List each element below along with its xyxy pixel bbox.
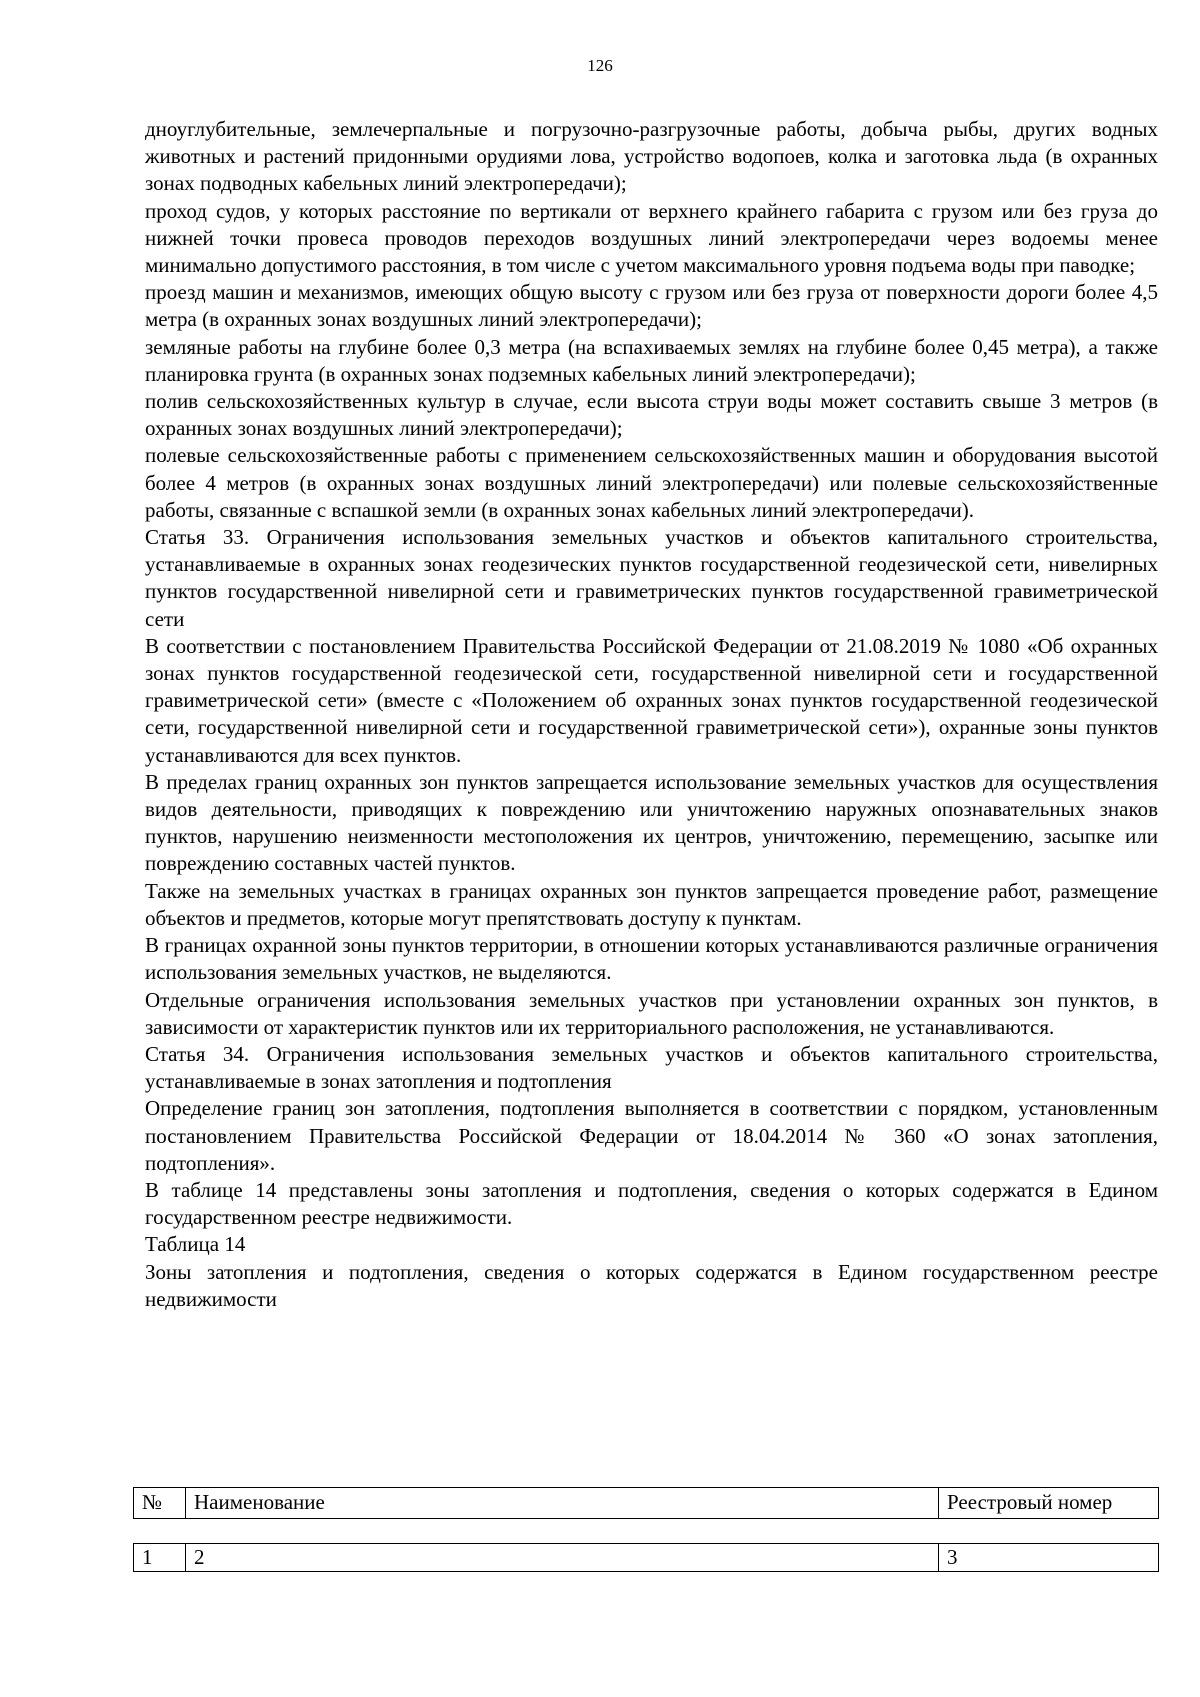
paragraph-prohibited-field-works: полевые сельскохозяйственные работы с применением сельскохозяйственных машин и оборудования высотой более 4 метров (в охранных зонах воздушных линий электропередачи) или полевые сельскохозяйственные работы, связанные с вспашкой земли (в охранных зонах кабельных линий электропередачи).: [145, 443, 1158, 522]
paragraph-table-14-intro: В таблице 14 представлены зоны затопления и подтопления, сведения о которых содержатся в Едином государственном реестре недвижимости.: [145, 1177, 1158, 1230]
article-34-heading: Статья 34. Ограничения использования земельных участков и объектов капитального строительства, устанавливаемые в зонах затопления и подтопления: [145, 1041, 1158, 1094]
column-number-cell: 2: [186, 1544, 939, 1572]
column-header-registry-number: Реестровый номер: [939, 1488, 1159, 1519]
paragraph-prohibited-earthworks: земляные работы на глубине более 0,3 метра (на вспахиваемых землях на глубине более 0,45 метра), а также планировка грунта (в охранных зонах подземных кабельных линий электропередачи);: [145, 334, 1158, 386]
column-header-number: №: [134, 1488, 186, 1519]
flood-zones-table: [133, 1487, 1159, 1572]
table-label: Таблица 14: [145, 1232, 246, 1257]
paragraph-prohibited-dredging: дноуглубительные, землечерпальные и погрузочно-разгрузочные работы, добыча рыбы, других водных животных и растений придонными орудиями лова, устройство водопоев, колка и заготовка льда (в охранных зонах подводных кабельных линий электропередачи);: [145, 117, 1158, 196]
paragraph-article-33-decree: В соответствии с постановлением Правительства Российской Федерации от 21.08.2019 № 1080 «Об охранных зонах пунктов государственной геодезической сети, государственной нивелирной сети и государственной гравиметрической сети» (вместе с «Положением об охранных зонах пунктов государственной геодезической сети, государственной нивелирной сети и государственной гравиметрической сети»), охранные зоны пунктов устанавливаются для всех пунктов.: [145, 633, 1158, 767]
page-number: 126: [587, 56, 613, 75]
table-caption: Зоны затопления и подтопления, сведения о которых содержатся в Едином государственном реестре недвижимости: [145, 1259, 1158, 1311]
column-number-cell: 3: [939, 1544, 1159, 1572]
paragraph-prohibited-vehicle-passage: проезд машин и механизмов, имеющих общую высоту с грузом или без груза от поверхности дороги более 4,5 метра (в охранных зонах воздушных линий электропередачи);: [145, 280, 1158, 332]
column-header-name: Наименование: [186, 1488, 939, 1519]
table-column-numbers-row: [134, 1544, 1159, 1572]
article-33-heading: Статья 33. Ограничения использования земельных участков и объектов капитального строительства, устанавливаемые в охранных зонах геодезических пунктов государственной геодезической сети, нивелирных пунктов государственной нивелирной сети и гравиметрических пунктов государственной гравиметрической сети: [145, 525, 1158, 631]
table-header-row: [134, 1488, 1159, 1519]
document-body: [145, 116, 1158, 1313]
paragraph-article-33-prohibitions: В пределах границ охранных зон пунктов запрещается использование земельных участков для осуществления видов деятельности, приводящих к повреждению или уничтожению наружных опознавательных знаков пунктов, нарушению неизменности местоположения их центров, уничтожению, перемещению, засыпке или повреждению составных частей пунктов.: [145, 769, 1158, 876]
paragraph-article-33-territories: В границах охранной зоны пунктов территории, в отношении которых устанавливаются различные ограничения использования земельных участков, не выделяются.: [145, 933, 1158, 985]
paragraph-prohibited-irrigation: полив сельскохозяйственных культур в случае, если высота струи воды может составить свыше 3 метров (в охранных зонах воздушных линий электропередачи);: [145, 389, 1158, 441]
paragraph-article-34-definition: Определение границ зон затопления, подтопления выполняется в соответствии с порядком, установленным постановлением Правительства Российской Федерации от 18.04.2014 № 360 «О зонах затопления, подтопления».: [145, 1096, 1158, 1175]
paragraph-article-33-separate-restrictions: Отдельные ограничения использования земельных участков при установлении охранных зон пунктов, в зависимости от характеристик пунктов или их территориального расположения, не устанавливаются.: [145, 987, 1158, 1039]
paragraph-prohibited-ship-passage: проход судов, у которых расстояние по вертикали от верхнего крайнего габарита с грузом или без груза до нижней точки провеса проводов переходов воздушных линий электропередачи через водоемы менее минимально допустимого расстояния, в том числе с учетом максимального уровня подъема воды при паводке;: [145, 198, 1158, 278]
column-number-cell: 1: [134, 1544, 186, 1572]
paragraph-article-33-access: Также на земельных участках в границах охранных зон пунктов запрещается проведение работ, размещение объектов и предметов, которые могут препятствовать доступу к пунктам.: [145, 878, 1158, 930]
table-header-gap: [134, 1519, 1159, 1544]
